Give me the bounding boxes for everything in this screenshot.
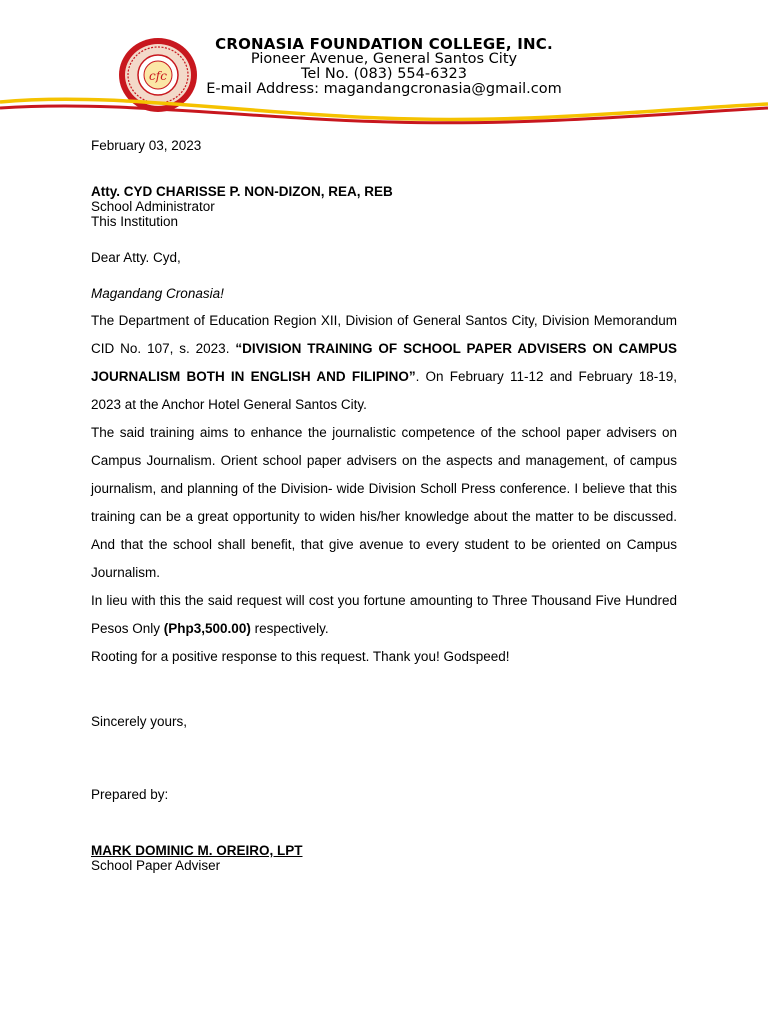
logo-initials: cfc xyxy=(149,69,167,83)
salutation: Dear Atty. Cyd, xyxy=(91,250,181,265)
signatory-title: School Paper Adviser xyxy=(91,858,221,873)
letterhead xyxy=(0,0,768,130)
body-paragraph-closing-remark: Rooting for a positive response to this request. Thank you! Godspeed! xyxy=(91,649,510,664)
recipient-title: School Administrator xyxy=(91,199,215,214)
body-paragraph-memorandum xyxy=(91,307,677,419)
recipient-name: Atty. CYD CHARISSE P. NON-DIZON, REA, REB xyxy=(91,184,393,199)
prepared-by-label: Prepared by: xyxy=(91,787,169,802)
recipient-block xyxy=(91,184,677,229)
signatory-name: MARK DOMINIC M. OREIRO, LPT xyxy=(91,843,303,858)
letterhead-wave-divider xyxy=(0,92,768,132)
college-address: Pioneer Avenue, General Santos City xyxy=(250,51,518,67)
training-title: “DIVISION TRAINING OF SCHOOL PAPER ADVISERS ON CAMPUS JOURNALISM BOTH IN ENGLISH AND FILIPINO” xyxy=(91,341,677,384)
memorandum-text: The Department of Education Region XII, Division of General Santos City, Division Memorandum CID No. 107, s. 2023. xyxy=(91,313,677,356)
complimentary-close: Sincerely yours, xyxy=(91,714,188,729)
body-paragraph-cost xyxy=(91,587,677,643)
signatory-block xyxy=(91,843,677,873)
training-schedule: . On February 11-12 and February 18-19, 2023 at the Anchor Hotel General Santos City. xyxy=(91,369,677,412)
recipient-organization: This Institution xyxy=(91,214,179,229)
college-email: E-mail Address: magandangcronasia@gmail.com xyxy=(206,81,562,97)
body-paragraph-purpose: The said training aims to enhance the journalistic competence of the school paper advisers on Campus Journalism. Orient school paper advisers on the aspects and management, of campus journalism, and planning of the Division- wide Division Scholl Press conference. I believe that this training can be a great opportunity to widen his/her knowledge about the matter to be discussed. And that the school shall benefit, that give avenue to every student to be oriented on Campus Journalism. xyxy=(91,425,677,580)
college-name: CRONASIA FOUNDATION COLLEGE, INC. xyxy=(215,35,553,53)
letter-date: February 03, 2023 xyxy=(91,138,202,153)
cost-amount: (Php3,500.00) xyxy=(163,621,251,636)
cost-text-end: respectively. xyxy=(250,621,329,636)
cost-text: In lieu with this the said request will cost you fortune amounting to Three Thousand Five Hundred Pesos Only xyxy=(91,593,677,636)
college-telephone: Tel No. (083) 554-6323 xyxy=(300,66,468,82)
greeting: Magandang Cronasia! xyxy=(91,286,224,301)
